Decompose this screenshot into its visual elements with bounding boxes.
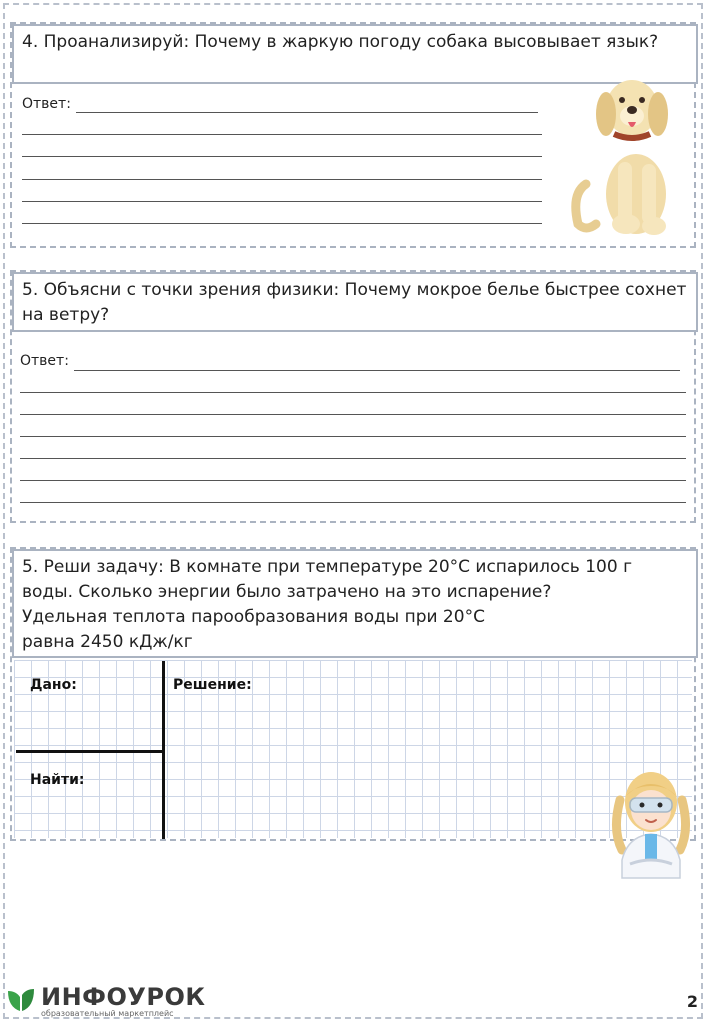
solution-label: Решение: xyxy=(173,677,252,693)
page-number: 2 xyxy=(686,992,698,1011)
answer-line[interactable] xyxy=(76,112,538,113)
problem-title-line: равна 2450 кДж/кг xyxy=(22,632,193,652)
given-label: Дано: xyxy=(30,677,77,693)
question-5-block xyxy=(10,270,696,523)
problem-title xyxy=(12,549,698,658)
problem-block xyxy=(10,547,696,841)
solution-grid[interactable] xyxy=(14,660,692,838)
question-4-title: 4. Проанализируй: Почему в жаркую погоду собака высовывает язык? xyxy=(12,24,698,84)
problem-title-line: воды. Сколько энергии было затрачено на это испарение? xyxy=(22,582,552,602)
answer-line[interactable] xyxy=(22,201,542,202)
question-5-answer-label: Ответ: xyxy=(20,353,69,369)
answer-line[interactable] xyxy=(22,223,542,224)
given-divider-horizontal xyxy=(16,750,164,753)
answer-line[interactable] xyxy=(22,156,542,157)
answer-line[interactable] xyxy=(20,458,686,459)
answer-line[interactable] xyxy=(20,502,686,503)
answer-line[interactable] xyxy=(74,370,680,371)
answer-line[interactable] xyxy=(20,392,686,393)
question-4-answer-label: Ответ: xyxy=(22,96,71,112)
answer-line[interactable] xyxy=(20,480,686,481)
answer-line[interactable] xyxy=(20,414,686,415)
problem-title-line: Удельная теплота парообразования воды при 20°С xyxy=(22,607,485,627)
infourok-logo xyxy=(6,983,211,1021)
logo-subtitle: образовательный маркетплейс xyxy=(41,1009,174,1018)
girl-scientist-illustration xyxy=(608,760,694,880)
answer-line[interactable] xyxy=(20,436,686,437)
find-label: Найти: xyxy=(30,772,85,788)
answer-line[interactable] xyxy=(22,179,542,180)
answer-line[interactable] xyxy=(22,134,542,135)
logo-leaf-icon xyxy=(6,985,36,1015)
question-5-title: 5. Объясни с точки зрения физики: Почему мокрое белье быстрее сохнет на ветру? xyxy=(12,272,698,332)
problem-title-line: 5. Реши задачу: В комнате при температуре 20°С испарилось 100 г xyxy=(22,557,632,577)
dog-illustration xyxy=(566,74,678,240)
logo-text: ИНФОУРОК xyxy=(41,983,206,1011)
